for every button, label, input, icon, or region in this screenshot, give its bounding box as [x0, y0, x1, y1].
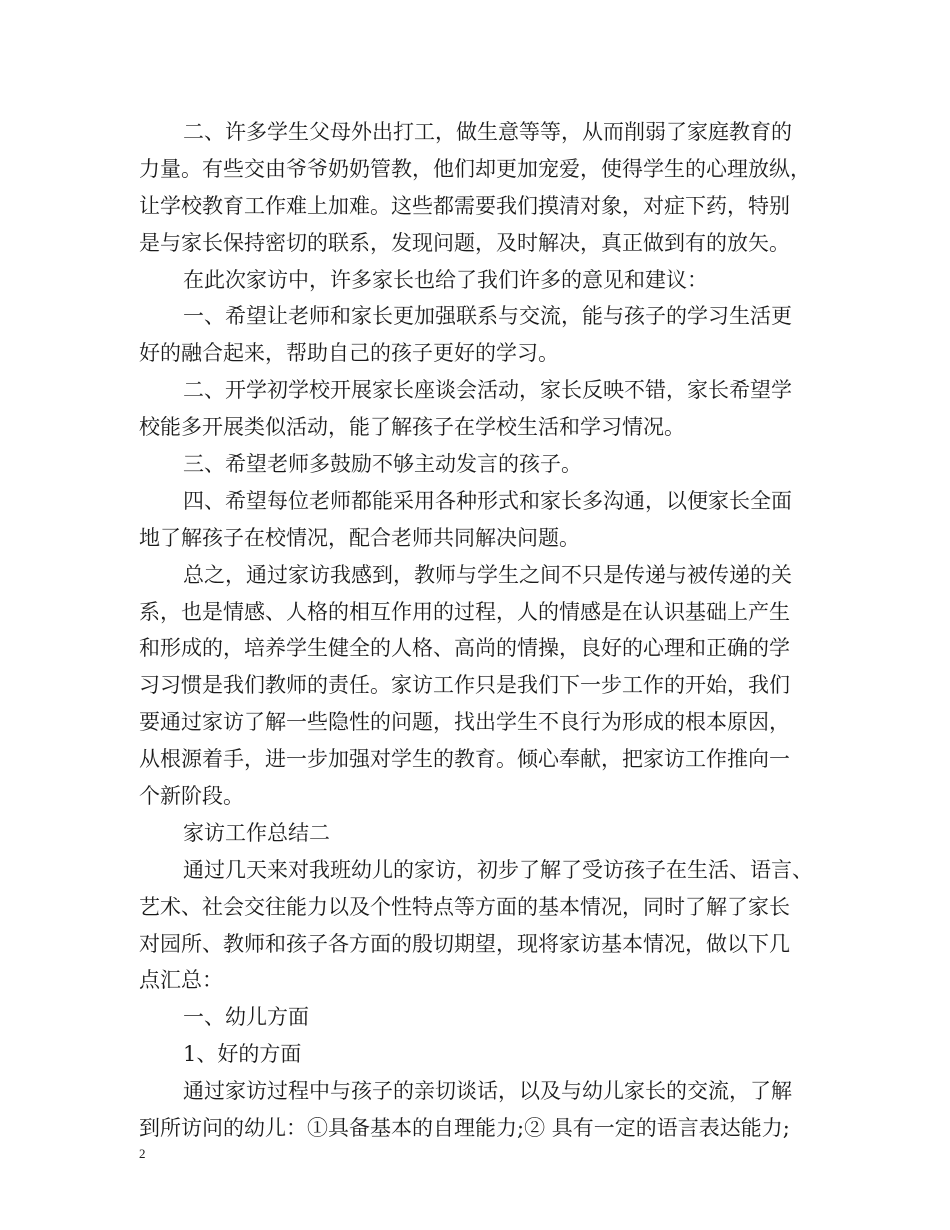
text-line: 总之，通过家访我感到，教师与学生之间不只是传递与被传递的关 — [183, 562, 792, 587]
text-line: 二、许多学生父母外出打工，做生意等等，从而削弱了家庭教育的 — [183, 120, 792, 144]
text-line: 从根源着手，进一步加强对学生的教育。倾心奉献，把家访工作推向一 — [139, 747, 790, 772]
text-line: 1、好的方面 — [183, 1042, 302, 1067]
text-line: 和形成的，培养学生健全的人格、高尚的情操，良好的心理和正确的学 — [139, 636, 790, 661]
text-line: 要通过家访了解一些隐性的问题，找出学生不良行为形成的根本原因， — [139, 710, 790, 735]
text-line: 二、开学初学校开展家长座谈会活动，家长反映不错，家长希望学 — [183, 378, 792, 403]
document-body — [139, 114, 839, 1147]
text-line: 四、希望每位老师都能采用各种形式和家长多沟通，以便家长全面 — [183, 488, 792, 513]
text-line: 在此次家访中，许多家长也给了我们许多的意见和建议： — [183, 267, 708, 292]
text-line: 让学校教育工作难上加难。这些都需要我们摸清对象，对症下药，特别 — [139, 193, 790, 218]
page-number: 2 — [139, 1146, 146, 1161]
text-line: 点汇总： — [139, 968, 223, 993]
text-line: 校能多开展类似活动，能了解孩子在学校生活和学习情况。 — [139, 415, 685, 440]
text-line: 对园所、教师和孩子各方面的殷切期望，现将家访基本情况，做以下几 — [139, 931, 790, 956]
text-line: 三、希望老师多鼓励不够主动发言的孩子。 — [183, 452, 582, 477]
text-line: 力量。有些交由爷爷奶奶管教，他们却更加宠爱，使得学生的心理放纵， — [139, 156, 811, 181]
text-line: 地了解孩子在校情况，配合老师共同解决问题。 — [139, 525, 580, 550]
text-line: 家访工作总结二 — [183, 820, 330, 845]
text-line: 艺术、社会交往能力以及个性特点等方面的基本情况，同时了解了家长 — [139, 894, 790, 919]
text-line: 一、希望让老师和家长更加强联系与交流，能与孩子的学习生活更 — [183, 304, 792, 329]
text-line: 是与家长保持密切的联系，发现问题，及时解决，真正做到有的放矢。 — [139, 230, 790, 255]
text-line: 一、幼儿方面 — [183, 1005, 309, 1030]
text-line: 通过几天来对我班幼儿的家访，初步了解了受访孩子在生活、语言、 — [183, 857, 813, 882]
text-line: 个新阶段。 — [139, 784, 244, 809]
text-line: 好的融合起来，帮助自己的孩子更好的学习。 — [139, 341, 559, 366]
text-line: 系，也是情感、人格的相互作用的过程，人的情感是在认识基础上产生 — [139, 599, 790, 624]
text-line: 习习惯是我们教师的责任。家访工作只是我们下一步工作的开始，我们 — [139, 673, 790, 698]
text-line: 到所访问的幼儿：①具备基本的自理能力;② 具有一定的语言表达能力; — [139, 1116, 790, 1141]
text-line: 通过家访过程中与孩子的亲切谈话，以及与幼儿家长的交流，了解 — [183, 1079, 792, 1104]
